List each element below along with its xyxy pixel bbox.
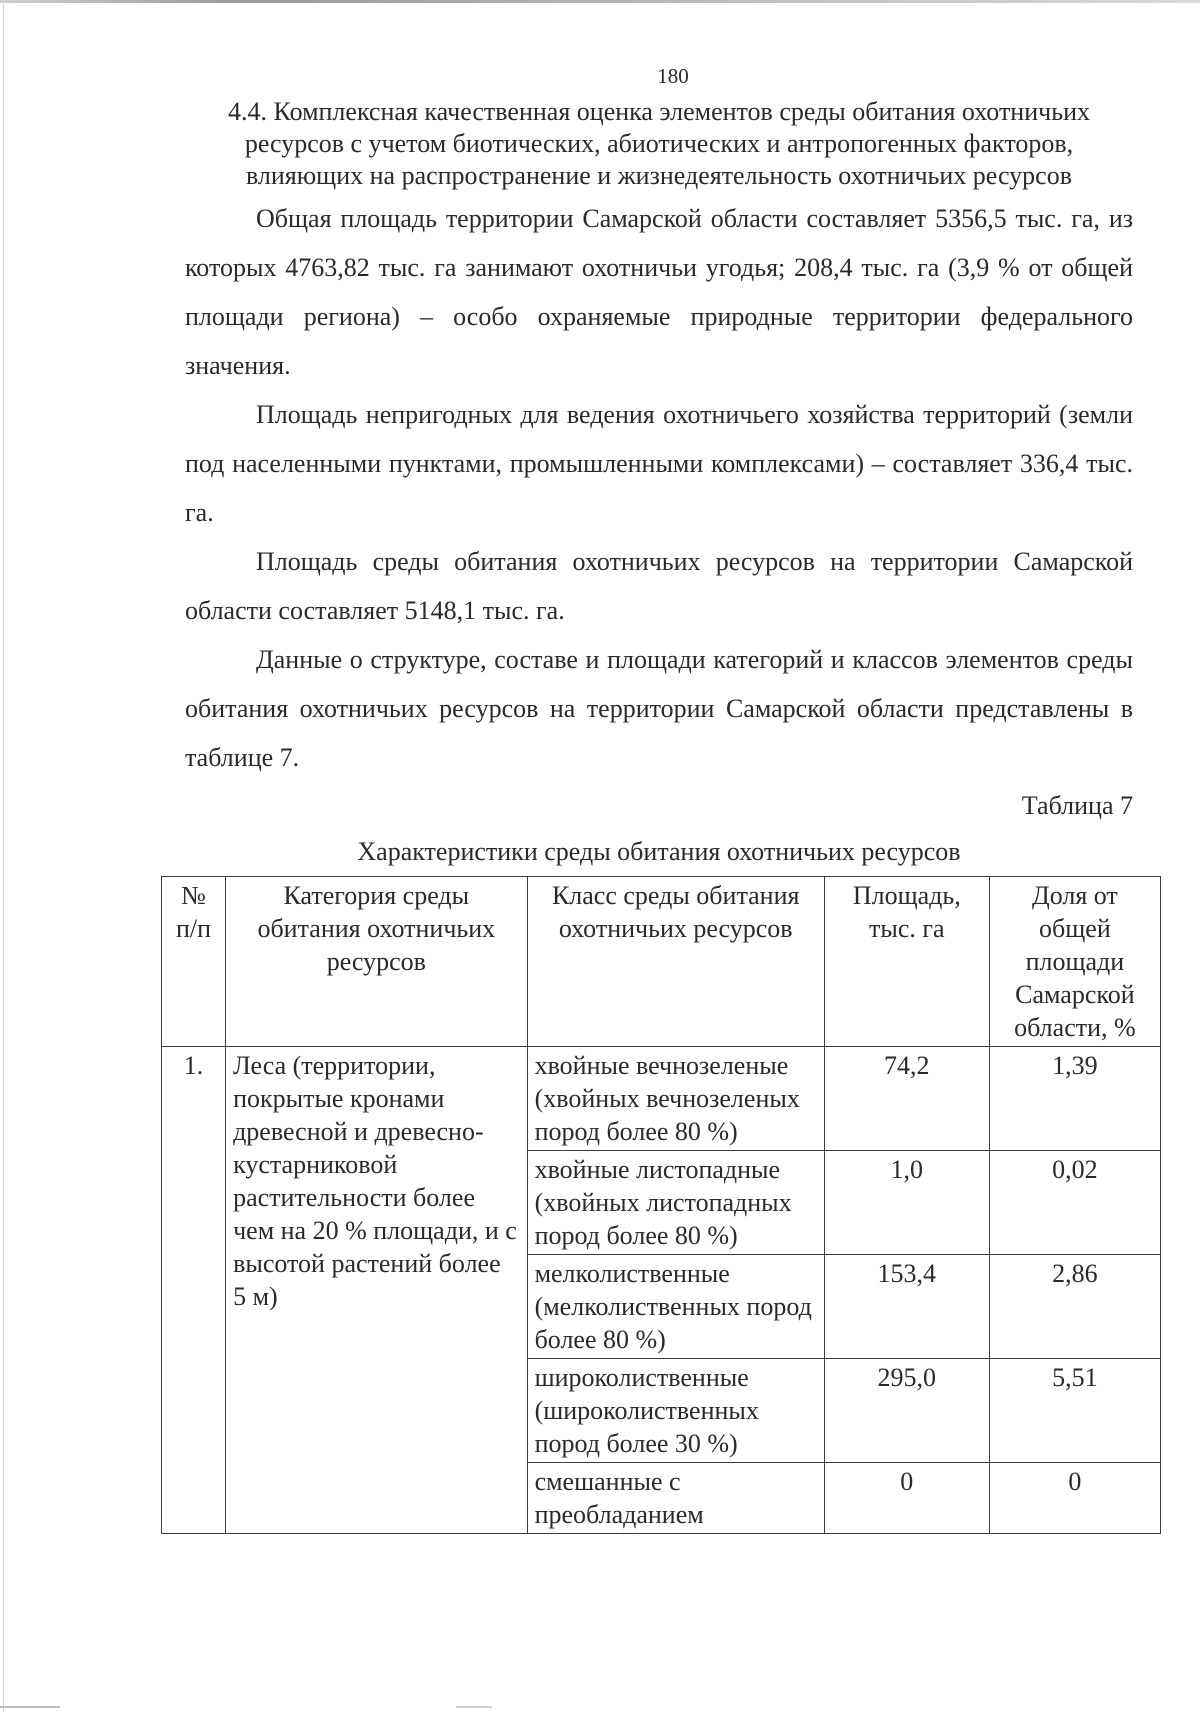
- cell-share: 0: [989, 1463, 1160, 1534]
- scan-left-border: [3, 0, 4, 1712]
- cell-class: хвойные вечнозеленые (хвойных вечнозеленых пород более 80 %): [527, 1047, 824, 1151]
- scan-top-border: [0, 0, 1200, 3]
- paragraph-habitat-area: Площадь среды обитания охотничьих ресурсов на территории Самарской области составляет 5148,1 тыс. га.: [185, 547, 1133, 625]
- cell-area: 1,0: [824, 1151, 989, 1255]
- header-share: Доля от общей площади Самарской области, %: [989, 877, 1160, 1047]
- cell-class: мелколиственные (мелколиственных пород более 80 %): [527, 1255, 824, 1359]
- header-category: Категория среды обитания охотничьих ресурсов: [226, 877, 527, 1047]
- paragraph-unsuitable-area: Площадь непригодных для ведения охотничьего хозяйства территорий (земли под населенными пунктами, промышленными комплексами) – составляет 336,4 тыс. га.: [185, 400, 1133, 527]
- table-number: Таблица 7: [1021, 791, 1133, 820]
- page-number: 180: [657, 64, 689, 88]
- header-num: № п/п: [162, 877, 226, 1047]
- cell-class: хвойные листопадные (хвойных листопадных пород более 80 %): [527, 1151, 824, 1255]
- cell-share: 5,51: [989, 1359, 1160, 1463]
- cell-share: 2,86: [989, 1255, 1160, 1359]
- cell-share: 1,39: [989, 1047, 1160, 1151]
- cell-area: 153,4: [824, 1255, 989, 1359]
- table-header-row: [162, 877, 1161, 1047]
- cell-class: смешанные с преобладанием: [527, 1463, 824, 1534]
- section-heading-line: влияющих на распространение и жизнедеятельность охотничьих ресурсов: [245, 161, 1073, 190]
- cell-share: 0,02: [989, 1151, 1160, 1255]
- habitat-table: [161, 876, 1161, 1534]
- cell-area: 295,0: [824, 1359, 989, 1463]
- document-page: [176, 58, 1136, 1534]
- cell-num: 1.: [162, 1047, 226, 1534]
- scan-bottom-artifacts: [0, 1706, 1200, 1708]
- cell-class: широколиственные (широколиственных пород более 30 %): [527, 1359, 824, 1463]
- table-row: [162, 1047, 1161, 1151]
- cell-area: 0: [824, 1463, 989, 1534]
- table-title: Характеристики среды обитания охотничьих ресурсов: [357, 837, 961, 866]
- header-class: Класс среды обитания охотничьих ресурсов: [527, 877, 824, 1047]
- section-heading-line: ресурсов с учетом биотических, абиотических и антропогенных факторов,: [244, 129, 1074, 158]
- paragraph-table-reference: Данные о структуре, составе и площади категорий и классов элементов среды обитания охотничьих ресурсов на территории Самарской области представлены в таблице 7.: [185, 645, 1133, 772]
- section-heading-line: 4.4. Комплексная качественная оценка элементов среды обитания охотничьих: [228, 97, 1090, 126]
- header-area: Площадь, тыс. га: [824, 877, 989, 1047]
- section-heading: [185, 96, 1133, 192]
- paragraph-total-area: Общая площадь территории Самарской области составляет 5356,5 тыс. га, из которых 4763,82 тыс. га занимают охотничьи угодья; 208,4 тыс. га (3,9 % от общей площади региона) – особо охраняемые природные территории федерального значения.: [185, 204, 1133, 380]
- cell-category: Леса (территории, покрытые кронами древесной и древесно-кустарниковой растительности более чем на 20 % площади, и с высотой растений более 5 м): [226, 1047, 527, 1534]
- cell-area: 74,2: [824, 1047, 989, 1151]
